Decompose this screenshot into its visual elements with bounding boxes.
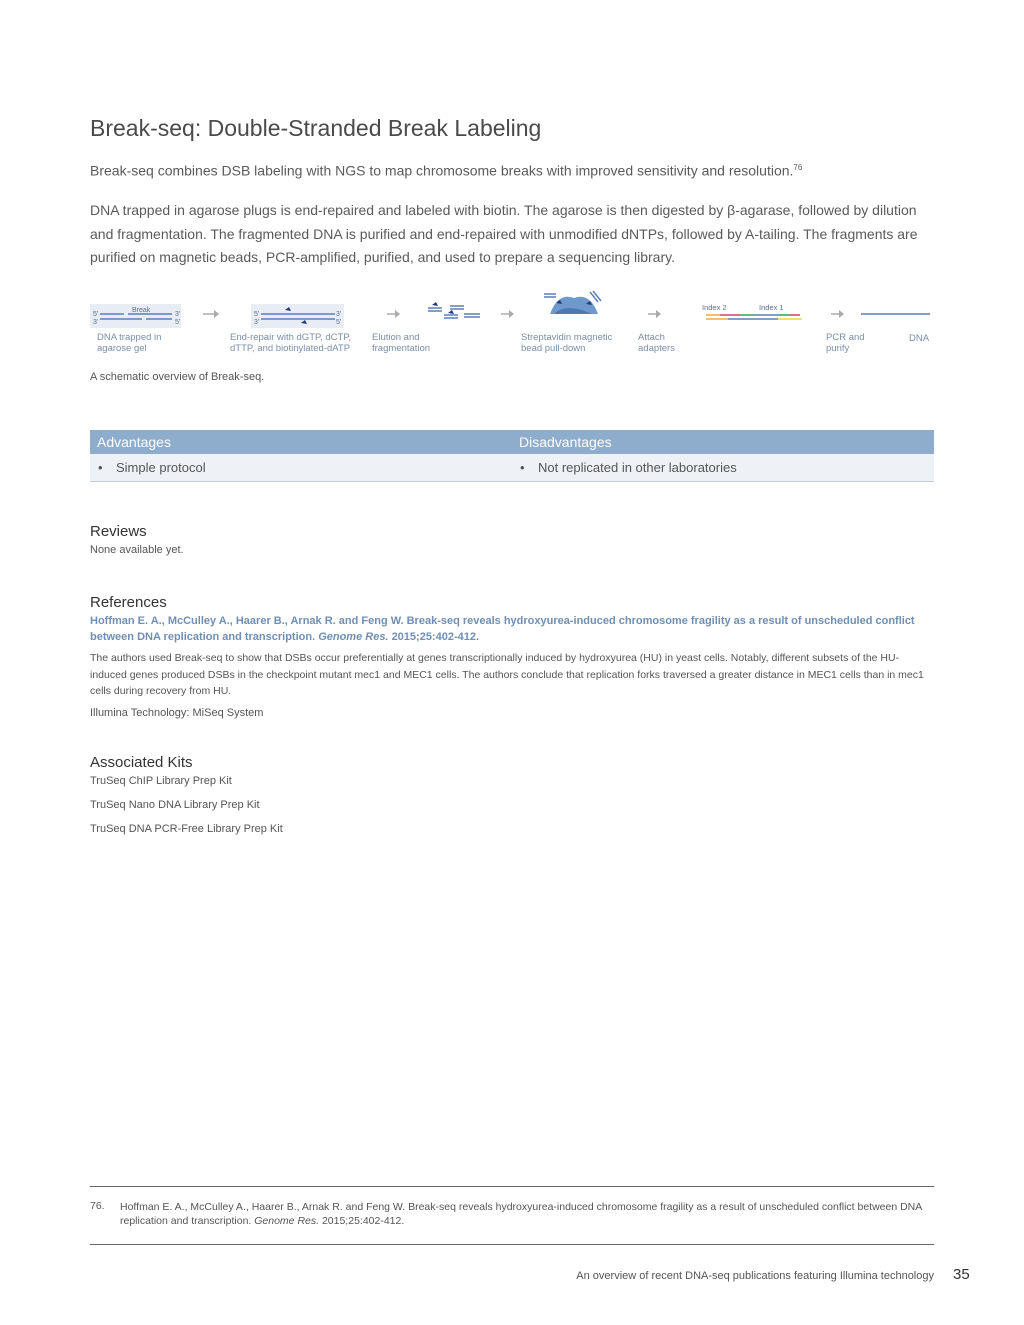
arrow-icon-3 bbox=[501, 310, 514, 318]
end-label-3-top: 3' bbox=[336, 311, 342, 318]
step-label-end-repair: End-repair with dGTP, dCTP, dTTP, and biotinylated-dATP bbox=[230, 332, 352, 354]
step-label-trapped: DNA trapped in agarose gel bbox=[97, 332, 162, 354]
reviews-text: None available yet. bbox=[90, 544, 184, 556]
end-repair-box bbox=[251, 304, 344, 328]
end-label-5-bottom: 5' bbox=[336, 319, 342, 326]
kit-item[interactable]: TruSeq Nano DNA Library Prep Kit bbox=[90, 799, 260, 811]
page-title: Break-seq: Double-Stranded Break Labeling bbox=[90, 115, 542, 141]
reference-summary: The authors used Break-seq to show that DSBs occur preferentially at genes transcriptionally induced by hydroxyurea (HU) in yeast cells. Notably, different subsets of the HU-induced genes produced DSBs in the checkpoint mutant mec1 and MEC1 cells. The authors conclude that replication forks traversed a greater distance in MEC1 cells than in mec1 cells during recovery from HU. bbox=[90, 652, 924, 697]
arrow-icon-1 bbox=[203, 310, 219, 318]
kit-item[interactable]: TruSeq DNA PCR-Free Library Prep Kit bbox=[90, 823, 283, 835]
step-label-adapters: Attach adapters bbox=[638, 332, 675, 354]
adapter-ligated-fragment-icon bbox=[706, 315, 802, 319]
arrow-icon-2 bbox=[387, 310, 400, 318]
advantages-table bbox=[90, 430, 934, 482]
disadvantages-header: Disadvantages bbox=[512, 430, 934, 454]
index-1-label: Index 1 bbox=[759, 303, 784, 312]
arrow-icon-4 bbox=[648, 310, 661, 318]
end-label-5-top: 5' bbox=[93, 311, 99, 318]
intro-reference[interactable]: 76 bbox=[793, 163, 803, 172]
disadvantage-item: • Not replicated in other laboratories bbox=[512, 454, 934, 482]
footnote-text: Hoffman E. A., McCulley A., Haarer B., Arnak R. and Feng W. Break-seq reveals hydroxyurea-induced chromosome fragility as a result of unscheduled conflict between DNA replication and transcription. Genome Res. 2015;25:402-412. bbox=[120, 1201, 922, 1227]
footer-text: An overview of recent DNA-seq publications featuring Illumina technology bbox=[576, 1270, 934, 1282]
end-label-3-bottom: 3' bbox=[254, 319, 260, 326]
reviews-heading: Reviews bbox=[90, 523, 147, 540]
reference-technology: Illumina Technology: MiSeq System bbox=[90, 707, 264, 719]
kit-item[interactable]: TruSeq ChIP Library Prep Kit bbox=[90, 775, 232, 787]
advantage-item: • Simple protocol bbox=[90, 454, 512, 482]
step-label-pull-down: Streptavidin magnetic bead pull-down bbox=[521, 332, 613, 354]
footnote-number: 76. bbox=[90, 1200, 105, 1212]
schematic-caption: A schematic overview of Break-seq. bbox=[90, 371, 265, 383]
dna-fragments-icon bbox=[428, 302, 480, 318]
references-heading: References bbox=[90, 594, 167, 611]
end-label-3-bottom: 3' bbox=[93, 319, 99, 326]
method-description: DNA trapped in agarose plugs is end-repaired and labeled with biotin. The agarose is then digested by β-agarase, followed by dilution and fragmentation. The fragmented DNA is purified and end-repaired with unmodified dNTPs, followed by A-tailing. The fragments are purified on magnetic beads, PCR-amplified, purified, and used to prepare a sequencing library. bbox=[90, 202, 918, 265]
reference-citation[interactable]: Hoffman E. A., McCulley A., Haarer B., Arnak R. and Feng W. Break-seq reveals hydroxyurea-induced chromosome fragility as a result of unscheduled conflict between DNA replication and transcription. Genome Res. 2015;25:402-412. bbox=[90, 615, 915, 643]
page-number: 35 bbox=[953, 1266, 970, 1283]
magnetic-bead-icon bbox=[544, 291, 601, 314]
end-label-5-bottom: 5' bbox=[175, 319, 181, 326]
footnote-divider-top bbox=[90, 1186, 934, 1187]
step-label-elution: Elution and fragmentation bbox=[372, 332, 431, 354]
intro-paragraph bbox=[90, 158, 935, 181]
footnote-divider-bottom bbox=[90, 1244, 934, 1245]
index-2-label: Index 2 bbox=[702, 303, 727, 312]
break-label: Break bbox=[132, 307, 151, 314]
end-label-3-top: 3' bbox=[175, 311, 181, 318]
table-row bbox=[90, 454, 934, 482]
step-label-pcr: PCR and purify bbox=[826, 332, 865, 354]
advantages-header: Advantages bbox=[90, 430, 512, 454]
schematic-drawing bbox=[88, 286, 938, 366]
intro-text: Break-seq combines DSB labeling with NGS to map chromosome breaks with improved sensitivity and resolution. bbox=[90, 162, 794, 179]
arrow-icon-5 bbox=[831, 310, 844, 318]
end-label-5-top: 5' bbox=[254, 311, 260, 318]
kits-heading: Associated Kits bbox=[90, 754, 193, 771]
break-seq-schematic bbox=[88, 286, 938, 366]
step-label-dna: DNA bbox=[909, 333, 930, 344]
